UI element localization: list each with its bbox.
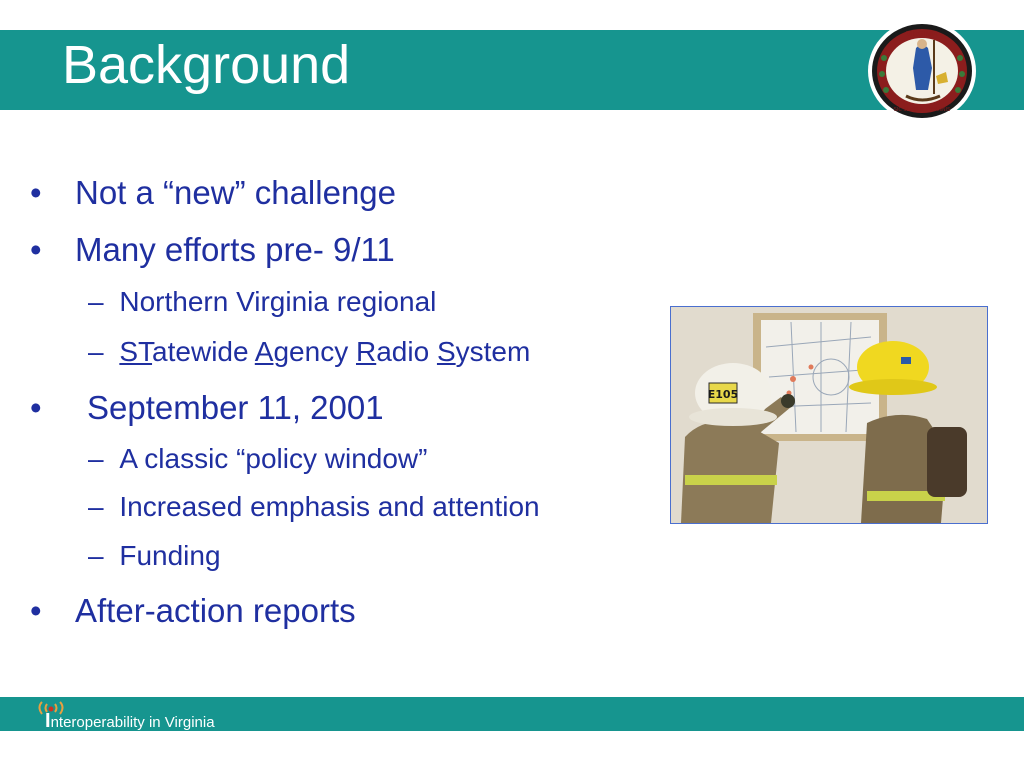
slide-title: Background [62, 35, 351, 95]
acronym-rest: atewide [152, 336, 255, 367]
sub-bullet-text [119, 336, 530, 367]
dash-glyph: – [88, 336, 104, 367]
bullet-text: After-action reports [75, 592, 356, 629]
dash-glyph: – [88, 491, 104, 522]
dash-glyph: – [88, 443, 104, 474]
virginia-seal-icon [866, 18, 978, 124]
bullet-text: September 11, 2001 [87, 389, 384, 426]
dash-glyph: – [88, 540, 104, 571]
acronym-rest: ystem [455, 336, 531, 367]
firefighters-photo [670, 306, 988, 524]
helmet-label: E105 [707, 388, 739, 401]
sub-bullet-text: Increased emphasis and attention [119, 491, 540, 522]
acronym-rest: gency [273, 336, 356, 367]
bullet-item [30, 389, 384, 427]
acronym-letter: R [355, 336, 377, 367]
acronym-letter: A [254, 336, 274, 367]
acronym-rest: adio [376, 336, 437, 367]
sub-bullet-item [88, 540, 221, 572]
seal-motto: SIC SEMPER TYRANNIS [893, 107, 951, 113]
sub-bullet-item [88, 286, 436, 318]
bullet-item [30, 592, 356, 630]
footer-initial: I [45, 710, 51, 732]
sub-bullet-item [88, 491, 540, 523]
seal-top-text: VIRGINIA [906, 30, 938, 38]
footer-title [45, 710, 215, 733]
sub-bullet-item [88, 336, 530, 368]
acronym-letter: S [436, 336, 456, 367]
bullet-glyph: • [30, 389, 42, 426]
acronym-letter: ST [119, 336, 153, 367]
bullet-item [30, 174, 396, 212]
bullet-glyph: • [30, 174, 42, 211]
bullet-glyph: • [30, 592, 42, 629]
sub-bullet-text: Northern Virginia regional [119, 286, 437, 317]
bullet-glyph: • [30, 231, 42, 268]
dash-glyph: – [88, 286, 104, 317]
footer-text: nteroperability in Virginia [50, 714, 215, 731]
bullet-text: Many efforts pre- 9/11 [75, 231, 395, 268]
sub-bullet-text: A classic “policy window” [119, 443, 428, 474]
bullet-text: Not a “new” challenge [75, 174, 397, 211]
sub-bullet-text: Funding [119, 540, 221, 571]
bullet-item [30, 231, 395, 269]
sub-bullet-item [88, 443, 427, 475]
